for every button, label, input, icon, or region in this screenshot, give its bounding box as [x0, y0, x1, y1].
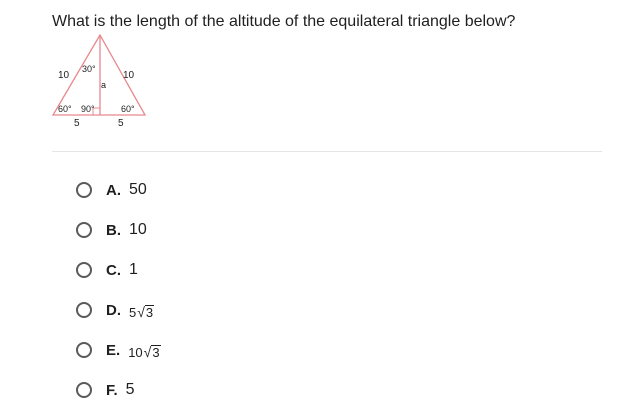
label-side-left: 10	[58, 70, 70, 81]
choice-letter-f: F.	[106, 381, 118, 399]
radio-button-a[interactable]	[76, 182, 92, 198]
label-base-left: 5	[74, 118, 80, 129]
radio-button-e[interactable]	[76, 342, 92, 358]
choice-a[interactable]	[76, 170, 147, 210]
choice-value-c: 1	[129, 261, 138, 278]
choice-e[interactable]	[76, 330, 161, 370]
triangle-figure	[48, 30, 158, 130]
radicand-e: 3	[152, 345, 160, 360]
section-divider	[52, 151, 602, 152]
choice-letter-a: A.	[106, 181, 121, 199]
radicand-d: 3	[145, 305, 154, 320]
choice-d[interactable]	[76, 290, 154, 330]
radio-button-d[interactable]	[76, 302, 92, 318]
radical-sign-e: √	[143, 344, 152, 360]
choice-value-f: 5	[125, 381, 135, 398]
choice-letter-e: E.	[106, 341, 121, 359]
choice-value-e	[128, 344, 160, 360]
choice-value-b: 10	[129, 221, 147, 238]
label-angle-bottom-left: 60°	[58, 104, 72, 114]
radical-sign-d: √	[137, 304, 145, 320]
label-angle-right: 90°	[81, 104, 95, 114]
question-text: What is the length of the altitude of the equilateral triangle below?	[52, 13, 516, 30]
label-angle-bottom-right: 60°	[121, 104, 135, 114]
choice-value-a: 50	[129, 181, 147, 198]
choice-c[interactable]	[76, 250, 138, 290]
choice-f[interactable]	[76, 370, 135, 410]
triangle-diagram	[48, 30, 158, 130]
label-altitude: a	[101, 80, 107, 90]
radio-button-f[interactable]	[76, 382, 92, 398]
label-base-right: 5	[118, 118, 124, 129]
radio-button-b[interactable]	[76, 222, 92, 238]
label-angle-top: 30°	[82, 64, 96, 74]
label-side-right: 10	[123, 70, 135, 81]
choice-value-d	[129, 304, 154, 320]
radical-coefficient-e: 10	[128, 345, 143, 360]
choice-b[interactable]	[76, 210, 147, 250]
radical-coefficient-d: 5	[129, 305, 137, 320]
choice-letter-b: B.	[106, 221, 121, 239]
choice-letter-d: D.	[106, 301, 121, 319]
choice-letter-c: C.	[106, 261, 121, 279]
radio-button-c[interactable]	[76, 262, 92, 278]
